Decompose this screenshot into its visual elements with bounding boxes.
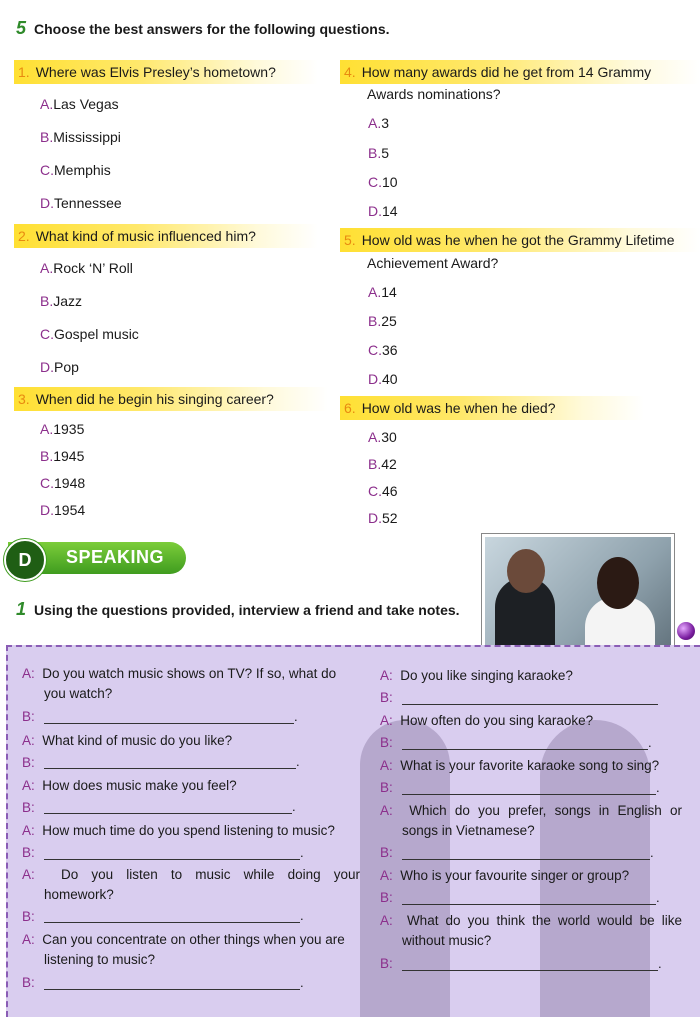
left-q1-a-cont: you watch? [44,686,113,701]
right-q2-answer-line[interactable] [402,749,648,750]
left-q2-b-label: B: [22,755,35,770]
question-2: 2. What kind of music influenced him? [14,224,318,248]
right-q6-answer-line[interactable] [402,970,658,971]
right-q5-answer-line[interactable] [402,904,656,905]
option-6c[interactable]: C.46 [368,483,398,499]
option-6d[interactable]: D.52 [368,510,398,526]
option-1a[interactable]: A.Las Vegas [40,96,119,112]
right-q1-a: A: Do you like singing karaoke? [380,668,573,683]
right-q2-b-label: B: [380,735,393,750]
right-q4-a: A: Which do you prefer, songs in English or [380,803,682,818]
speaking-exercise-title: 1 Using the questions provided, interview a friend and take notes. [16,599,460,619]
option-3a[interactable]: A.1935 [40,421,85,437]
left-q6-a: A: Can you concentrate on other things when you are [22,932,345,947]
right-q6-a: A: What do you think the world would be like [380,913,682,928]
right-q1-answer-line[interactable] [402,704,658,705]
right-q6-b-label: B: [380,956,393,971]
left-q3-a: A: How does music make you feel? [22,778,237,793]
exercise-5-title [16,18,390,39]
option-1c[interactable]: C.Memphis [40,162,111,178]
option-6b[interactable]: B.42 [368,456,397,472]
right-q2-a: A: How often do you sing karaoke? [380,713,594,728]
left-q4-b-label: B: [22,845,35,860]
right-q4-b-label: B: [380,845,393,860]
right-q3-answer-line[interactable] [402,794,656,795]
question-5: 5. How old was he when he got the Grammy Lifetime [340,228,700,252]
right-q4-answer-line[interactable] [402,859,650,860]
option-4d[interactable]: D.14 [368,203,398,219]
left-q2-answer-line[interactable] [44,768,296,769]
question-4: 4. How many awards did he get from 14 Grammy [340,60,700,84]
left-q5-a: A: Do you listen to music while doing your [22,867,360,882]
left-q6-a-cont: listening to music? [44,952,156,967]
section-title: SPEAKING [66,547,165,567]
right-q3-a: A: What is your favorite karaoke song to sing? [380,758,660,773]
left-q5-a-cont: homework? [44,887,114,902]
question-6: 6. How old was he when he died? [340,396,644,420]
right-q5-b-label: B: [380,890,393,905]
right-q1-b-label: B: [380,690,393,705]
question-5-continuation: Achievement Award? [367,255,499,271]
option-4b[interactable]: B.5 [368,145,390,161]
left-q2-a: A: What kind of music do you like? [22,733,233,748]
option-3c[interactable]: C.1948 [40,475,86,491]
right-q3-b-label: B: [380,780,393,795]
option-5a[interactable]: A.14 [368,284,397,300]
option-5b[interactable]: B.25 [368,313,397,329]
right-q5-a: A: Who is your favourite singer or group? [380,868,630,883]
option-5d[interactable]: D.40 [368,371,398,387]
exercise-number: 5 [16,18,27,38]
option-3d[interactable]: D.1954 [40,502,86,518]
right-q6-a-cont: without music? [402,933,492,948]
option-3b[interactable]: B.1945 [40,448,85,464]
left-q4-answer-line[interactable] [44,859,300,860]
option-2d[interactable]: D.Pop [40,359,79,375]
left-q3-b-label: B: [22,800,35,815]
photo-man-head [507,549,545,593]
right-q4-a-cont: songs in Vietnamese? [402,823,535,838]
option-1d[interactable]: D.Tennessee [40,195,122,211]
left-q6-b-label: B: [22,975,35,990]
option-2a[interactable]: A.Rock ‘N’ Roll [40,260,133,276]
photo-woman-head [597,557,639,609]
option-5c[interactable]: C.36 [368,342,398,358]
question-4-continuation: Awards nominations? [367,86,501,102]
option-4a[interactable]: A.3 [368,115,390,131]
left-q5-b-label: B: [22,909,35,924]
exercise-instruction: Choose the best answers for the following questions. [34,21,390,37]
left-q5-answer-line[interactable] [44,922,300,923]
option-6a[interactable]: A.30 [368,429,397,445]
option-2b[interactable]: B.Jazz [40,293,83,309]
left-q1-b-label: B: [22,709,35,724]
option-4c[interactable]: C.10 [368,174,398,190]
purple-bullet-icon [677,622,695,640]
left-q3-answer-line[interactable] [44,813,292,814]
section-letter-badge: D [4,539,46,581]
left-q1-answer-line[interactable] [44,723,294,724]
left-q4-a: A: How much time do you spend listening to music? [22,823,335,838]
option-1b[interactable]: B.Mississippi [40,129,121,145]
question-1: 1. Where was Elvis Presley’s hometown? [14,60,318,84]
left-q1-a: A: Do you watch music shows on TV? If so, what do [22,666,337,681]
left-q6-answer-line[interactable] [44,989,300,990]
question-3: 3. When did he begin his singing career? [14,387,328,411]
option-2c[interactable]: C.Gospel music [40,326,139,342]
